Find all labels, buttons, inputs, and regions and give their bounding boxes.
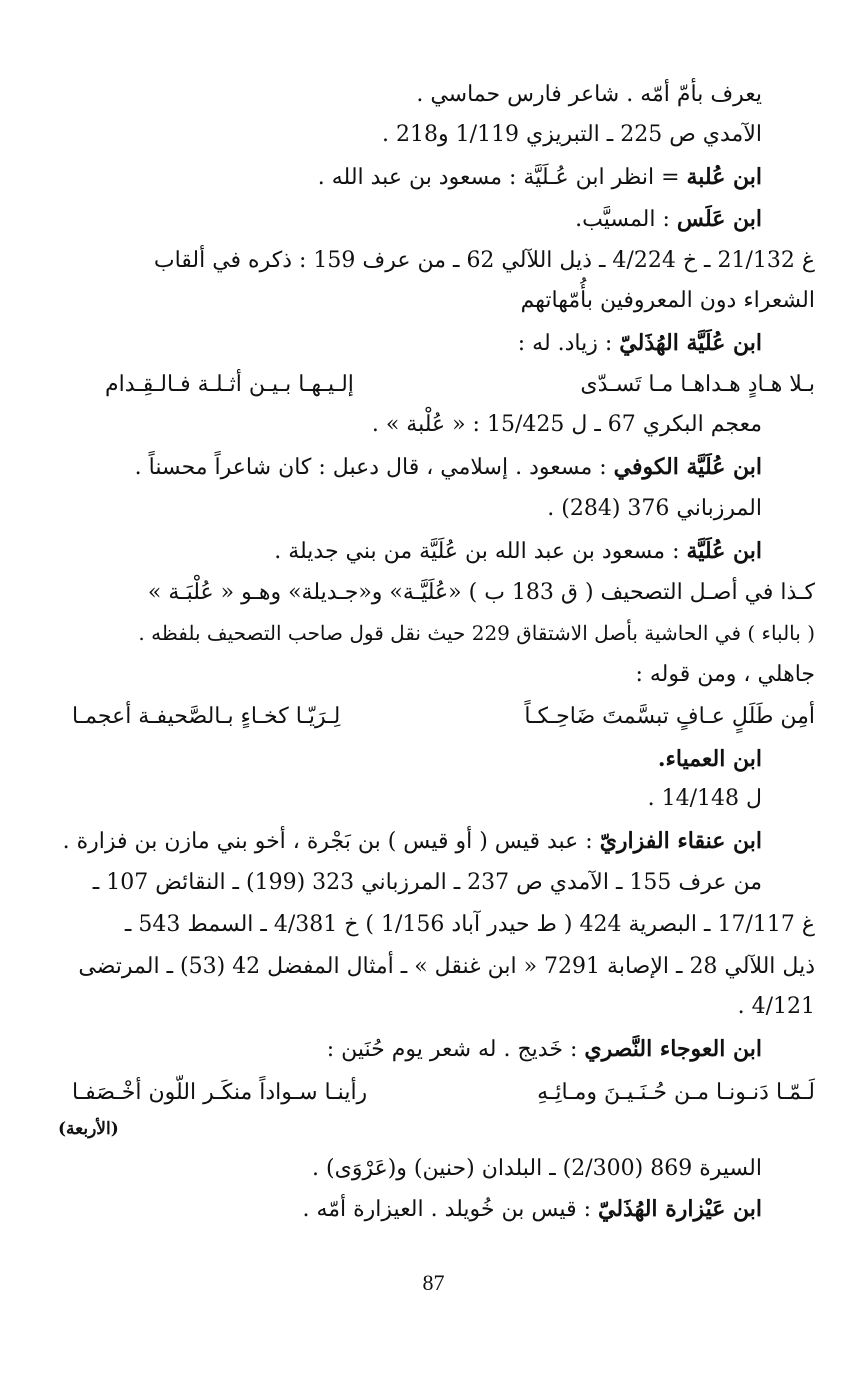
line-text: ( بالباء ) في الحاشية بأصل الاشتقاق 229 حيث نقل قول صاحب التصحيف بلفظه . (138, 621, 815, 645)
line-text: : عبد قيس ( أو قيس ) بن بَجْرة ، أخو بني مازن بن فزارة . (62, 829, 600, 854)
entry-heading: ابن عُلبة (686, 164, 762, 190)
entry-line (274, 536, 762, 567)
entry-line (318, 162, 762, 193)
entry-line (518, 328, 762, 359)
entry-line (302, 1194, 762, 1225)
line-text: : زياد. له : (517, 331, 620, 356)
line-text: الشعراء دون المعروفين بأُمّهاتهم (520, 288, 815, 313)
verse-second-hemistich (72, 702, 340, 732)
line-text: السيرة 869 (2/300) ـ البلدان (حنين) و(عَرْوَى) . (312, 1156, 762, 1181)
entry-line (658, 744, 762, 775)
text-line (154, 246, 815, 276)
line-text: الآمدي ص 225 ـ التبريزي 1/119 و218 . (382, 122, 762, 147)
line-text: لَـمّـا دَنـونـا مـن حُـنَـيـنَ ومـائِـهِ (537, 1080, 815, 1105)
entry-heading: ابن عَيْزارة الهُذَليّ (597, 1196, 762, 1222)
line-text: = انظر ابن عُـلَيَّة : مسعود بن عبد الله . (317, 165, 687, 190)
line-text: ل 14/148 . (647, 786, 762, 811)
verse-second-hemistich (105, 370, 354, 400)
line-text: : خَديج . له شعر يوم حُنَين : (326, 1037, 585, 1062)
entry-heading: ابن العوجاء النَّصري (584, 1036, 762, 1062)
line-text: 4/121 . (737, 994, 815, 1019)
line-text: : المسيَّب. (575, 207, 677, 232)
line-text: لِـرَيّـا كخـاءٍ بـالصَّحيفـة أعجمـا (72, 704, 341, 729)
text-line (547, 494, 762, 524)
line-text: المرزباني 376 (284) . (547, 496, 762, 521)
text-line (312, 1154, 762, 1184)
line-text: إلـيـهـا بـيـن أثـلـة فـالـقِـدام (105, 372, 354, 397)
line-text: : قيس بن خُويلد . العيزارة أمّه . (302, 1197, 598, 1222)
line-text: : مسعود بن عبد الله بن عُلَيَّة من بني جديلة . (274, 539, 687, 564)
line-text: غ 21/132 ـ خ 4/224 ـ ذيل اللآلي 62 ـ من عرف 159 : ذكره في ألقاب (153, 248, 815, 273)
entry-line (63, 826, 762, 857)
text-line (648, 784, 762, 814)
line-text: : مسعود . إسلامي ، قال دعبل : كان شاعراً محسناً . (134, 455, 614, 480)
entry-heading: ابن عُلَيَّة الكوفي (613, 454, 762, 480)
line-text: رأينـا سـواداً منكَـر اللّون أخْـصَفـا (72, 1080, 368, 1105)
entry-heading: ابن عنقاء الفزاريّ (599, 828, 762, 854)
text-line (738, 992, 815, 1022)
line-text: (الأربعة) (58, 1119, 119, 1139)
verse-first-hemistich (580, 370, 815, 400)
verse-first-hemistich (524, 702, 815, 732)
line-text: يعرف بأمّ أمّه . شاعر فارس حماسي . (416, 82, 762, 107)
text-line (521, 286, 815, 316)
text-line (416, 80, 762, 110)
verse-second-hemistich (72, 1078, 367, 1108)
entry-heading: ابن عَلَس (676, 206, 762, 232)
line-text: بـلا هـادٍ هـداهـا مـا تَسـدّى (580, 372, 815, 397)
entry-heading: ابن العمياء. (657, 746, 762, 772)
text-line (125, 910, 815, 940)
text-line (382, 120, 762, 150)
line-text: ذيل اللآلي 28 ـ الإصابة 7291 « ابن غنقل » ـ أمثال المفضل 42 (53) ـ المرتضى (78, 954, 815, 979)
line-text: معجم البكري 67 ـ ل 15/425 : « عُلْبة » . (371, 412, 762, 437)
entry-heading: ابن عُلَيَّة الهُذَليّ (619, 330, 762, 356)
line-text: أمِن طَلَلٍ عـافٍ تبسَّمتَ ضَاحِـكـاً (524, 704, 815, 729)
line-text: كـذا في أصـل التصحيف ( ق 183 ب ) «عُلَيَّـة» و«جـديلة» وهـو « عُلْبَـة » (147, 580, 815, 605)
text-line (635, 660, 815, 690)
line-text: من عرف 155 ـ الآمدي ص 237 ـ المرزباني 323 (199) ـ النقائض 107 ـ (92, 870, 762, 895)
text-line (148, 578, 815, 608)
page-number: 87 (422, 1270, 445, 1295)
text-line (138, 618, 815, 648)
text-line (78, 952, 815, 982)
line-text: جاهلي ، ومن قوله : (635, 662, 815, 687)
text-line (93, 868, 762, 898)
entry-heading: ابن عُلَيَّة (686, 538, 762, 564)
verse-first-hemistich (537, 1078, 815, 1108)
entry-line (327, 1034, 762, 1065)
entry-line (135, 452, 762, 483)
line-text: غ 17/117 ـ البصرية 424 ( ط حيدر آباد 1/156 ) خ 4/381 ـ السمط 543 ـ (124, 912, 815, 937)
text-line (372, 410, 762, 440)
entry-line (575, 204, 762, 235)
verse-note (58, 1114, 119, 1144)
